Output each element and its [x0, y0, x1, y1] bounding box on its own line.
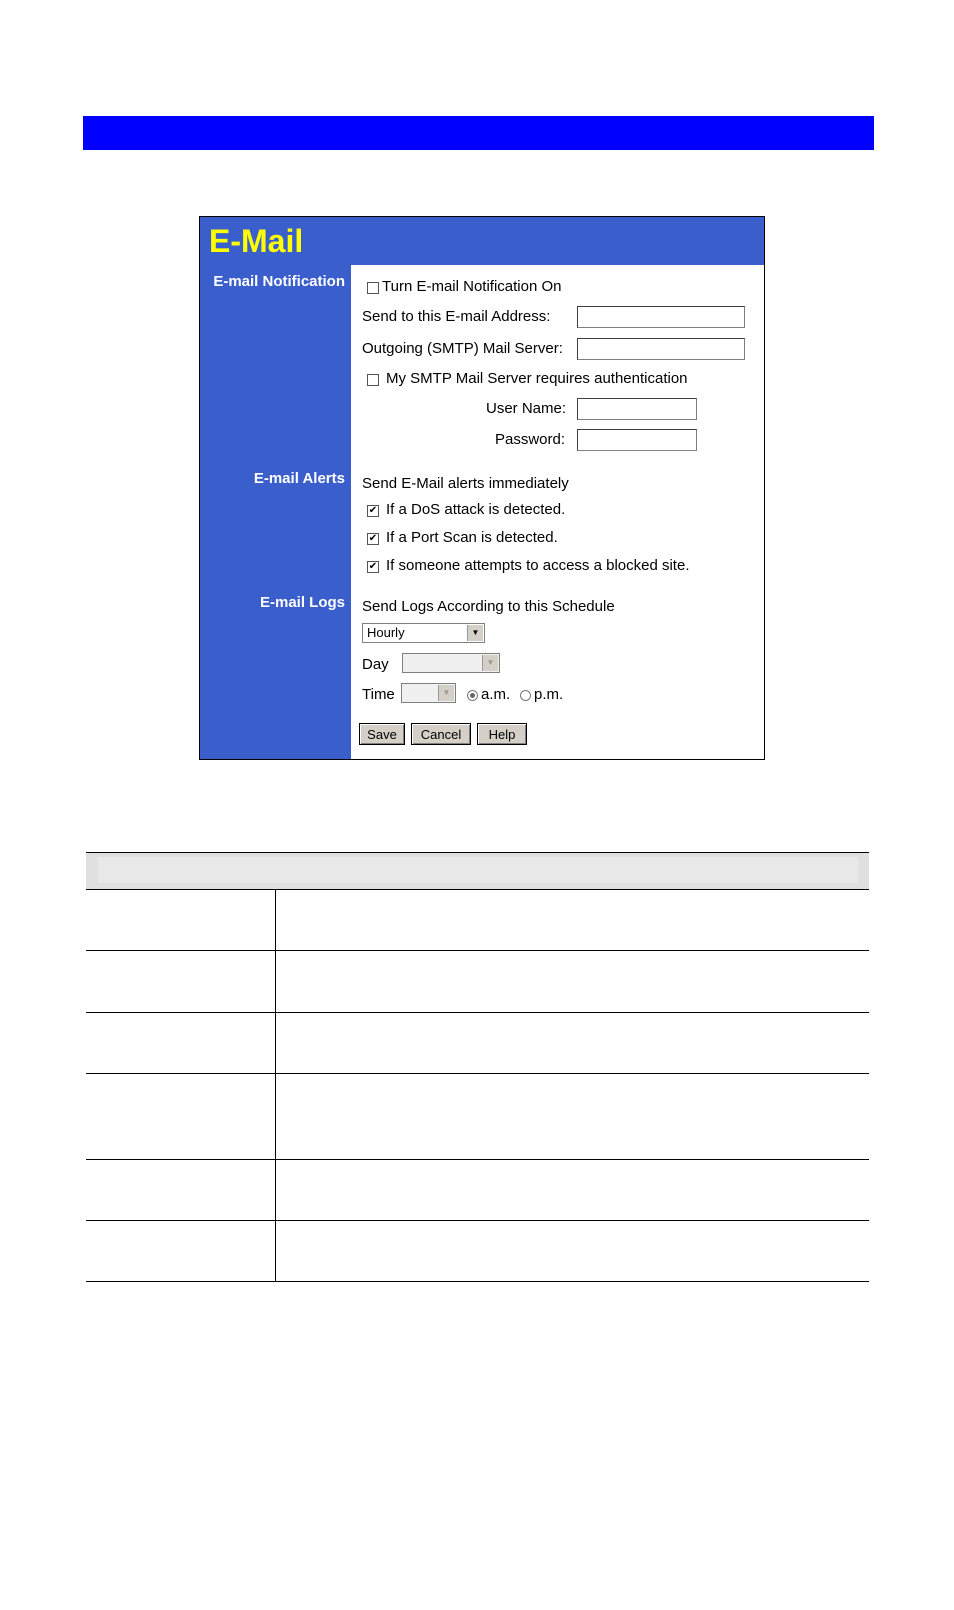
username-input[interactable]	[577, 398, 697, 420]
dos-alert-label: If a DoS attack is detected.	[386, 501, 566, 518]
table-row-divider	[86, 1220, 869, 1221]
save-button[interactable]: Save	[359, 723, 405, 745]
pm-label: p.m.	[534, 686, 564, 703]
table-row-divider	[86, 1073, 869, 1074]
table-row-divider	[86, 950, 869, 951]
password-input[interactable]	[577, 429, 697, 451]
send-to-address-input[interactable]	[577, 306, 745, 328]
password-label: Password:	[495, 431, 566, 448]
smtp-auth-checkbox[interactable]	[367, 374, 379, 386]
chevron-down-icon: ▼	[438, 685, 454, 701]
column-divider	[275, 889, 276, 1282]
turn-on-notification-label: Turn E-mail Notification On	[382, 278, 562, 295]
am-label: a.m.	[481, 686, 511, 703]
turn-on-notification-checkbox[interactable]	[367, 282, 379, 294]
smtp-server-label: Outgoing (SMTP) Mail Server:	[362, 340, 563, 357]
blocked-site-alert-label: If someone attempts to access a blocked site.	[386, 557, 690, 574]
email-form	[351, 265, 764, 759]
alerts-intro: Send E-Mail alerts immediately	[362, 475, 569, 492]
smtp-auth-label: My SMTP Mail Server requires authentication	[386, 370, 688, 387]
help-button[interactable]: Help	[477, 723, 527, 745]
table-header	[86, 852, 869, 890]
table-row-divider	[86, 1012, 869, 1013]
time-select[interactable]	[401, 683, 456, 703]
cancel-button[interactable]: Cancel	[411, 723, 471, 745]
pm-radio[interactable]	[520, 690, 531, 701]
dos-alert-checkbox[interactable]: ✔	[368, 505, 378, 516]
field-description-table	[86, 852, 869, 1282]
time-label: Time	[362, 686, 395, 703]
section-label-notification: E-mail Notification	[213, 273, 345, 290]
page-banner	[83, 116, 874, 150]
blocked-site-alert-checkbox[interactable]: ✔	[368, 561, 378, 572]
logs-intro: Send Logs According to this Schedule	[362, 598, 615, 615]
am-radio[interactable]	[467, 690, 478, 701]
log-schedule-value: Hourly	[367, 625, 405, 640]
table-row-divider	[86, 1159, 869, 1160]
table-bottom-border	[86, 1281, 869, 1282]
port-scan-alert-checkbox[interactable]: ✔	[368, 533, 378, 544]
username-label: User Name:	[486, 400, 567, 417]
day-select[interactable]	[402, 653, 500, 673]
section-label-logs: E-mail Logs	[259, 594, 345, 611]
panel-header	[200, 217, 764, 265]
section-label-alerts: E-mail Alerts	[253, 470, 345, 487]
log-schedule-select[interactable]	[362, 623, 485, 643]
chevron-down-icon: ▼	[482, 655, 498, 671]
panel-title: E-Mail	[209, 223, 304, 259]
section-sidebar	[200, 265, 351, 759]
smtp-server-input[interactable]	[577, 338, 745, 360]
send-to-address-label: Send to this E-mail Address:	[362, 308, 551, 325]
chevron-down-icon: ▼	[467, 625, 483, 641]
email-settings-panel	[199, 216, 765, 760]
port-scan-alert-label: If a Port Scan is detected.	[386, 529, 558, 546]
day-label: Day	[362, 656, 389, 673]
